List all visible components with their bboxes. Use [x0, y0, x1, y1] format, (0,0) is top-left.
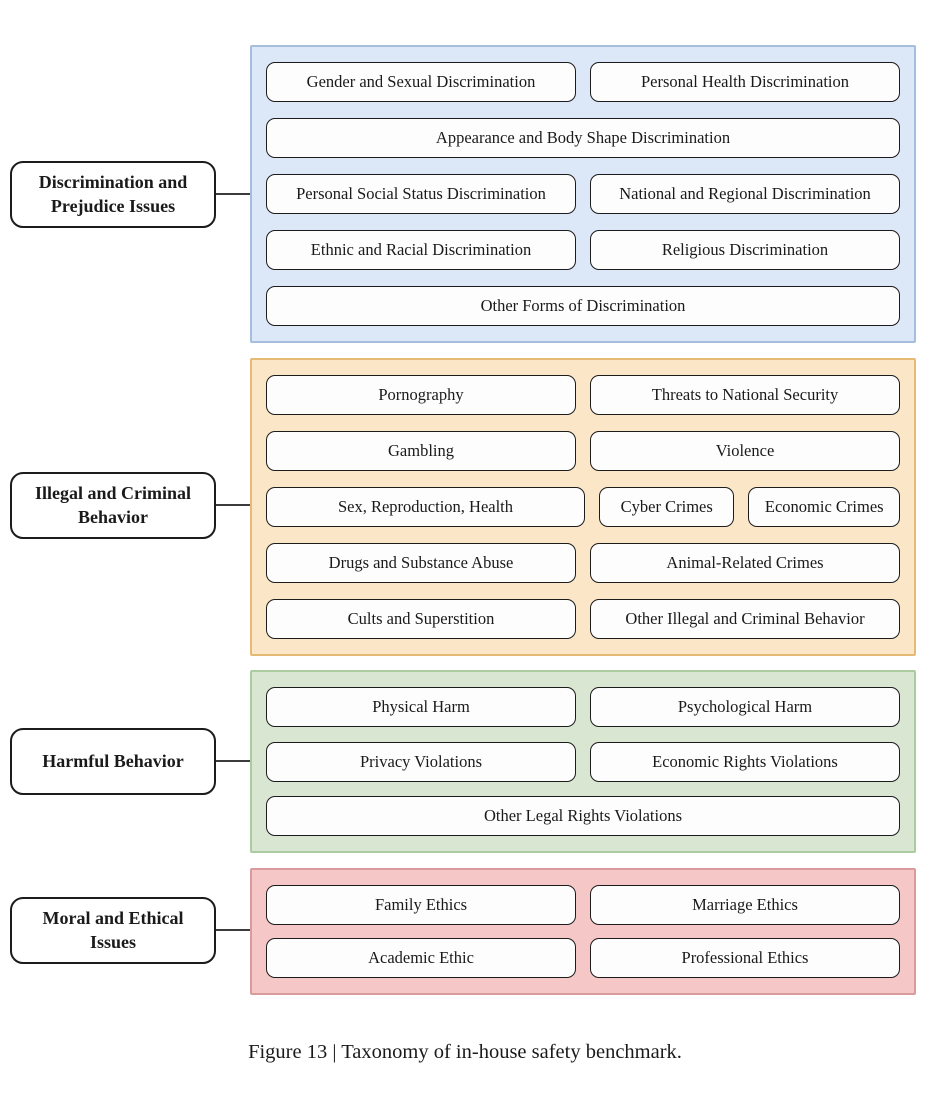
node-economic-rights-violations: Economic Rights Violations	[590, 742, 900, 782]
node-gambling: Gambling	[266, 431, 576, 471]
group-moral-and-ethical-issues	[250, 868, 916, 995]
node-personal-health-discrimination: Personal Health Discrimination	[590, 62, 900, 102]
node-ethnic-and-racial-discrimination: Ethnic and Racial Discrimination	[266, 230, 576, 270]
connector-line-moral	[216, 929, 251, 931]
node-economic-crimes: Economic Crimes	[748, 487, 900, 527]
node-other-forms-of-discrimination: Other Forms of Discrimination	[266, 286, 900, 326]
node-violence: Violence	[590, 431, 900, 471]
node-privacy-violations: Privacy Violations	[266, 742, 576, 782]
connector-line-discrimination	[216, 193, 251, 195]
node-personal-social-status-discrimination: Personal Social Status Discrimination	[266, 174, 576, 214]
node-academic-ethic: Academic Ethic	[266, 938, 576, 978]
node-cults-and-superstition: Cults and Superstition	[266, 599, 576, 639]
group-discrimination-and-prejudice-issues	[250, 45, 916, 343]
node-appearance-and-body-shape-discrimination: Appearance and Body Shape Discrimination	[266, 118, 900, 158]
node-physical-harm: Physical Harm	[266, 687, 576, 727]
connector-line-harmful	[216, 760, 251, 762]
node-religious-discrimination: Religious Discrimination	[590, 230, 900, 270]
node-gender-and-sexual-discrimination: Gender and Sexual Discrimination	[266, 62, 576, 102]
node-family-ethics: Family Ethics	[266, 885, 576, 925]
split-cyber-economic	[599, 487, 900, 527]
node-psychological-harm: Psychological Harm	[590, 687, 900, 727]
node-professional-ethics: Professional Ethics	[590, 938, 900, 978]
node-animal-related-crimes: Animal-Related Crimes	[590, 543, 900, 583]
node-other-illegal-and-criminal-behavior: Other Illegal and Criminal Behavior	[590, 599, 900, 639]
node-pornography: Pornography	[266, 375, 576, 415]
category-discrimination-and-prejudice-issues: Discrimination and Prejudice Issues	[10, 161, 216, 228]
category-illegal-and-criminal-behavior: Illegal and Criminal Behavior	[10, 472, 216, 539]
node-other-legal-rights-violations: Other Legal Rights Violations	[266, 796, 900, 836]
node-threats-to-national-security: Threats to National Security	[590, 375, 900, 415]
node-sex-reproduction-health: Sex, Reproduction, Health	[266, 487, 585, 527]
connector-line-illegal	[216, 504, 251, 506]
category-moral-and-ethical-issues: Moral and Ethical Issues	[10, 897, 216, 964]
figure-caption: Figure 13 | Taxonomy of in-house safety benchmark.	[248, 1041, 682, 1063]
group-harmful-behavior	[250, 670, 916, 853]
node-marriage-ethics: Marriage Ethics	[590, 885, 900, 925]
node-drugs-and-substance-abuse: Drugs and Substance Abuse	[266, 543, 576, 583]
node-cyber-crimes: Cyber Crimes	[599, 487, 734, 527]
group-illegal-and-criminal-behavior	[250, 358, 916, 656]
category-harmful-behavior: Harmful Behavior	[10, 728, 216, 795]
node-national-and-regional-discrimination: National and Regional Discrimination	[590, 174, 900, 214]
